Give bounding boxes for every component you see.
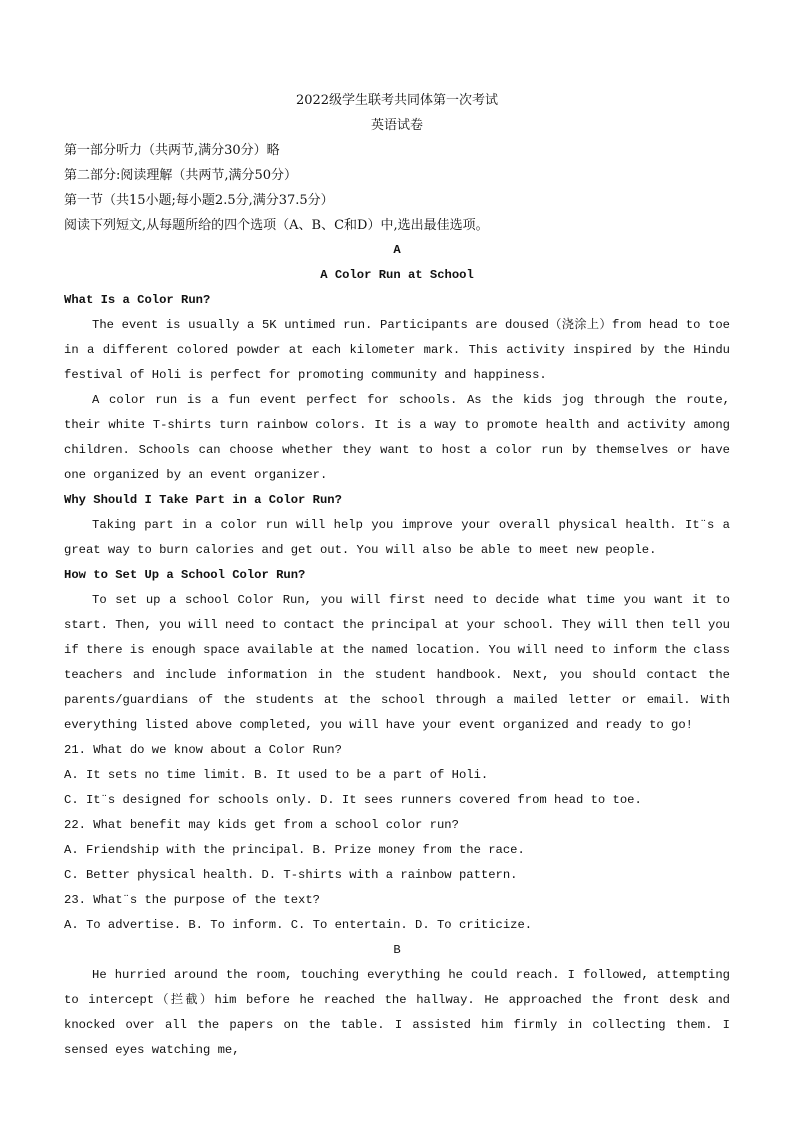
question-stem: 21. What do we know about a Color Run? bbox=[64, 743, 342, 757]
question-options: A. It sets no time limit. B. It used to be a part of Holi. bbox=[64, 768, 489, 782]
subject-title: 英语试卷 bbox=[370, 118, 423, 133]
question-stem: 23. What¨s the purpose of the text? bbox=[64, 893, 320, 907]
part1-heading: 第一部分听力（共两节,满分30分）略 bbox=[64, 143, 280, 158]
passage-a-paragraph-4: To set up a school Color Run, you will first need to decide what time you want it to start. Then, you will need to contact the principal at your school. They will then tell you if there is enough space available at the named location. You will need to inform the class teachers and include information in the student handbook. Next, you should contact the parents/guardians of the students at the school through a mailed letter or email. With everything listed above completed, you will have your event organized and ready to go! bbox=[64, 593, 730, 732]
passage-b-paragraph-1: He hurried around the room, touching everything he could reach. I followed, attempting to intercept（拦截）him before he reached the hallway. He approached the front desk and knocked over all the papers on the table. I assisted him firmly in collecting them. I sensed eyes watching me, bbox=[64, 968, 730, 1057]
passage-a-title: A Color Run at School bbox=[320, 268, 474, 282]
question-options: A. To advertise. B. To inform. C. To entertain. D. To criticize. bbox=[64, 918, 533, 932]
passage-b-letter: B bbox=[393, 943, 401, 957]
exam-title: 2022级学生联考共同体第一次考试 bbox=[295, 93, 499, 108]
question-22 bbox=[64, 813, 730, 888]
section1-heading: 第一节（共15小题;每小题2.5分,满分37.5分） bbox=[64, 193, 334, 208]
exam-page bbox=[64, 88, 730, 1063]
passage-a-paragraph-2: A color run is a fun event perfect for schools. As the kids jog through the route, their white T-shirts turn rainbow colors. It is a way to promote health and activity among children. Schools can choose whether they want to host a color run by themselves or have one organized by an event organizer. bbox=[64, 393, 730, 482]
passage-a-heading-3: How to Set Up a School Color Run? bbox=[64, 568, 306, 582]
question-options: C. It¨s designed for schools only. D. It sees runners covered from head to toe. bbox=[64, 793, 642, 807]
part2-heading: 第二部分:阅读理解（共两节,满分50分） bbox=[64, 168, 298, 183]
passage-a-paragraph-1: The event is usually a 5K untimed run. Participants are doused（浇涂上）from head to toe in a different colored powder at each kilometer mark. This activity inspired by the Hindu festival of Holi is perfect for promoting community and happiness. bbox=[64, 318, 730, 382]
passage-a-heading-2: Why Should I Take Part in a Color Run? bbox=[64, 493, 342, 507]
passage-a-letter: A bbox=[393, 243, 401, 257]
question-stem: 22. What benefit may kids get from a school color run? bbox=[64, 818, 459, 832]
question-options: C. Better physical health. D. T-shirts with a rainbow pattern. bbox=[64, 868, 518, 882]
passage-a-paragraph-3: Taking part in a color run will help you improve your overall physical health. It¨s a great way to burn calories and get out. You will also be able to meet new people. bbox=[64, 518, 730, 557]
question-21 bbox=[64, 738, 730, 813]
passage-a-heading-1: What Is a Color Run? bbox=[64, 293, 211, 307]
reading-instruction: 阅读下列短文,从每题所给的四个选项（A、B、C和D）中,选出最佳选项。 bbox=[64, 218, 489, 233]
question-23 bbox=[64, 888, 730, 938]
question-options: A. Friendship with the principal. B. Prize money from the race. bbox=[64, 843, 525, 857]
